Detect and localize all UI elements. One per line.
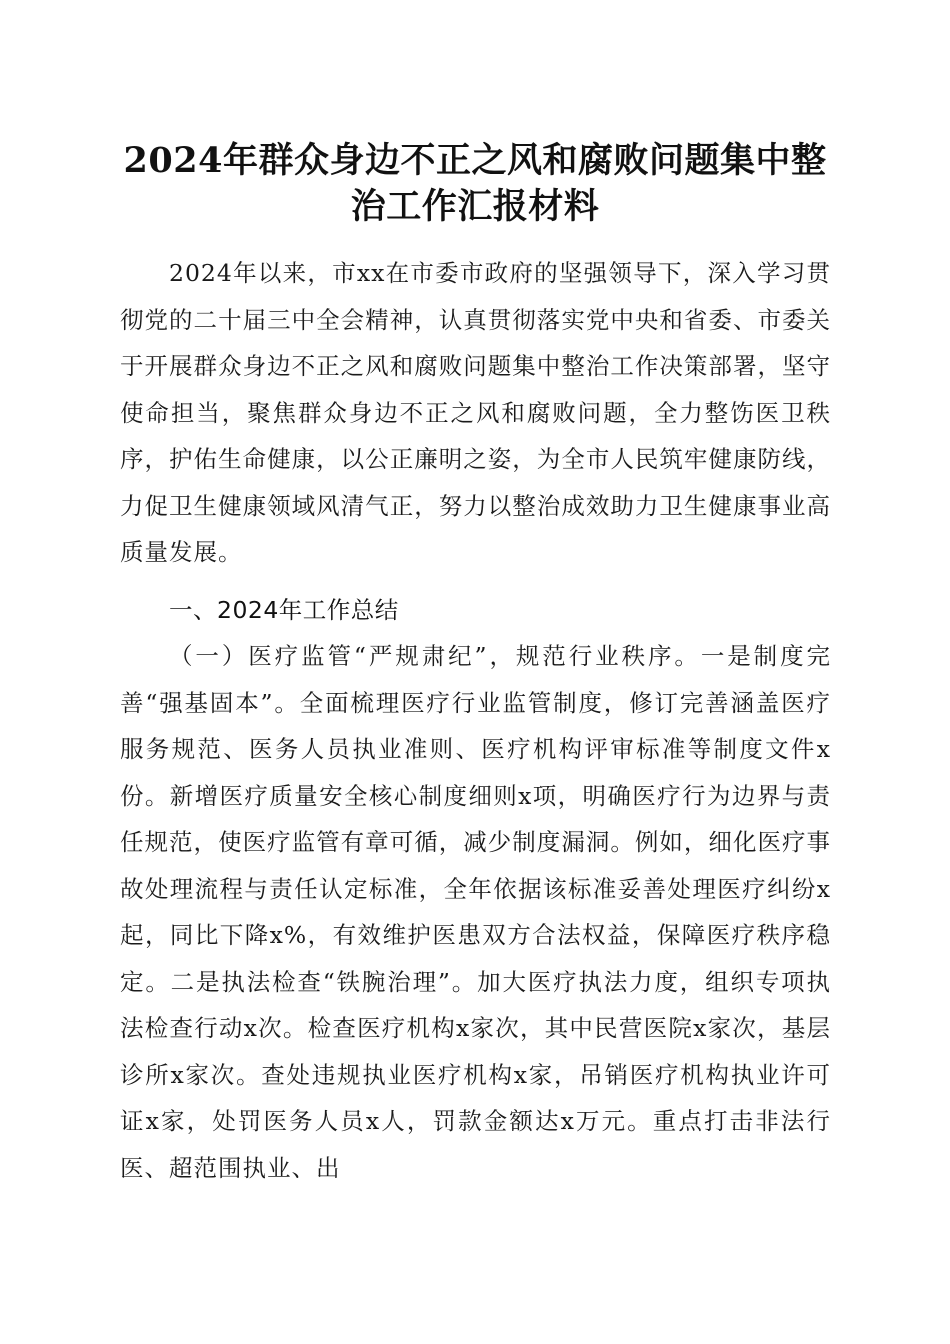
section-heading: 一、2024年工作总结 [169, 596, 399, 624]
intro-paragraph: 2024年以来，市xx在市委市政府的坚强领导下，深入学习贯彻党的二十届三中全会精神，认真贯彻落实党中央和省委、市委关于开展群众身边不正之风和腐败问题集中整治工作决策部署，坚守使命担当，聚焦群众身边不正之风和腐败问题，全力整饬医卫秩序，护佑生命健康，以公正廉明之姿，为全市人民筑牢健康防线，力促卫生健康领域风清气正，努力以整治成效助力卫生健康事业高质量发展。 [120, 259, 831, 566]
document-title: 2024年群众身边不正之风和腐败问题集中整治工作汇报材料 [123, 140, 827, 227]
section-paragraph: （一）医疗监管“严规肃纪”，规范行业秩序。一是制度完善“强基固本”。全面梳理医疗行业监管制度，修订完善涵盖医疗服务规范、医务人员执业准则、医疗机构评审标准等制度文件x份。新增医疗质量安全核心制度细则x项，明确医疗行为边界与责任规范，使医疗监管有章可循，减少制度漏洞。例如，细化医疗事故处理流程与责任认定标准，全年依据该标准妥善处理医疗纠纷x起，同比下降x%，有效维护医患双方合法权益，保障医疗秩序稳定。二是执法检查“铁腕治理”。加大医疗执法力度，组织专项执法检查行动x次。检查医疗机构x家次，其中民营医院x家次，基层诊所x家次。查处违规执业医疗机构x家，吊销医疗机构执业许可证x家，处罚医务人员x人，罚款金额达x万元。重点打击非法行医、超范围执业、出 [120, 642, 831, 1182]
